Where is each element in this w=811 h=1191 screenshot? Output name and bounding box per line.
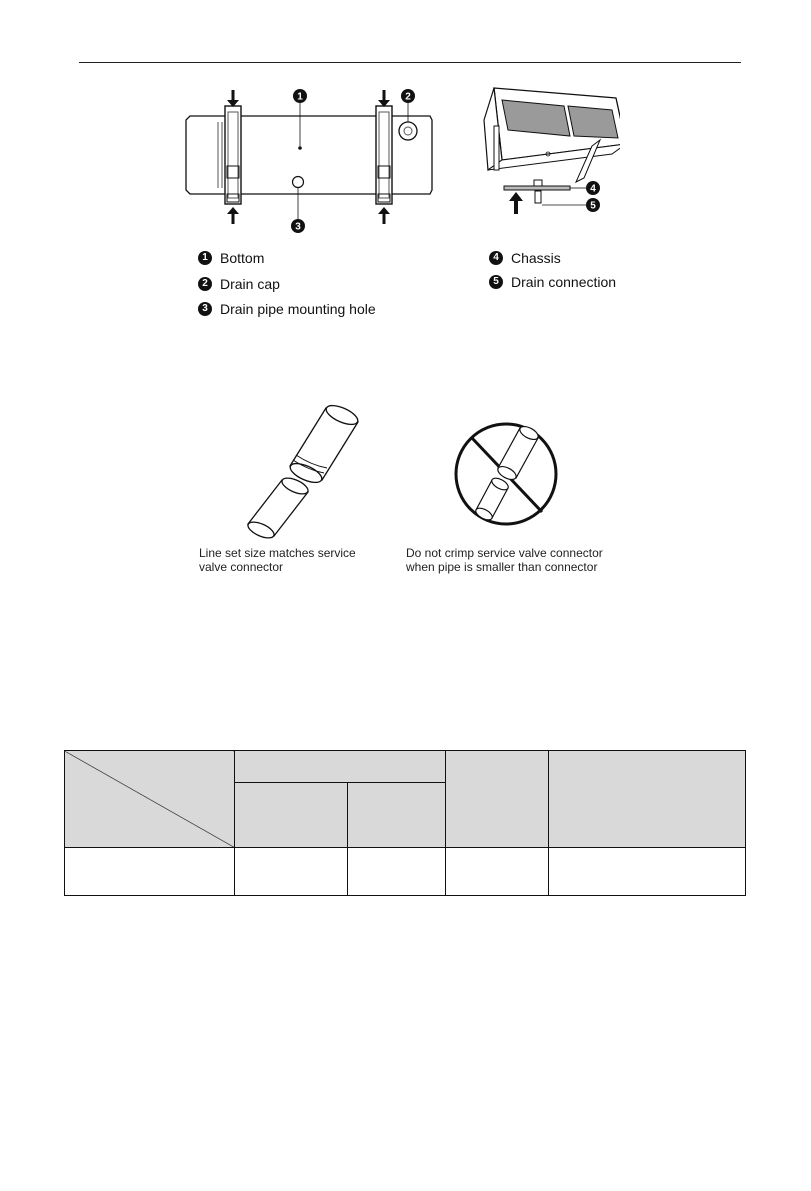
legend-item-2: [198, 276, 280, 292]
legend-label: Drain cap: [220, 276, 280, 292]
caption-line: valve connector: [199, 560, 284, 574]
legend-item-4: [489, 250, 561, 266]
table-header-cell: [445, 751, 548, 848]
svg-text:3: 3: [295, 221, 301, 233]
table-cell: [348, 848, 446, 896]
callout-badge: 2: [198, 277, 212, 291]
table-cell: [65, 848, 235, 896]
legend-item-5: [489, 274, 616, 290]
pipe-correct-caption: [199, 546, 356, 574]
table-cell: [548, 848, 745, 896]
caption-line: Do not crimp service valve connector: [406, 546, 603, 560]
table-header-cell: [548, 751, 745, 848]
legend-item-1: [198, 250, 264, 266]
legend-label: Drain pipe mounting hole: [220, 301, 376, 317]
unit-bottom-view: [180, 84, 440, 234]
legend-label: Chassis: [511, 250, 561, 266]
table-header-cell: [235, 751, 445, 783]
caption-line: Line set size matches service: [199, 546, 356, 560]
pipe-correct-illustration: [240, 400, 370, 540]
legend-label: Drain connection: [511, 274, 617, 290]
svg-text:5: 5: [590, 200, 596, 212]
callout-badge: 1: [198, 251, 212, 265]
spec-table: [64, 750, 746, 896]
caption-line: when pipe is smaller than connector: [406, 560, 598, 574]
svg-text:2: 2: [405, 91, 411, 103]
header-rule: [79, 62, 741, 63]
svg-text:4: 4: [590, 183, 596, 195]
table-corner-cell: [65, 751, 235, 848]
svg-text:1: 1: [297, 91, 303, 103]
legend-label: Bottom: [220, 250, 265, 266]
pipe-incorrect-illustration: [452, 408, 562, 538]
callout-badge: 4: [489, 251, 503, 265]
table-header-cell: [235, 783, 348, 848]
table-row: [65, 848, 746, 896]
table-cell: [235, 848, 348, 896]
legend-item-3: [198, 301, 376, 317]
unit-chassis-view: [480, 84, 620, 224]
pipe-incorrect-caption: [406, 546, 603, 574]
table-header-cell: [348, 783, 446, 848]
callout-badge: 3: [198, 302, 212, 316]
table-cell: [445, 848, 548, 896]
callout-badge: 5: [489, 275, 503, 289]
